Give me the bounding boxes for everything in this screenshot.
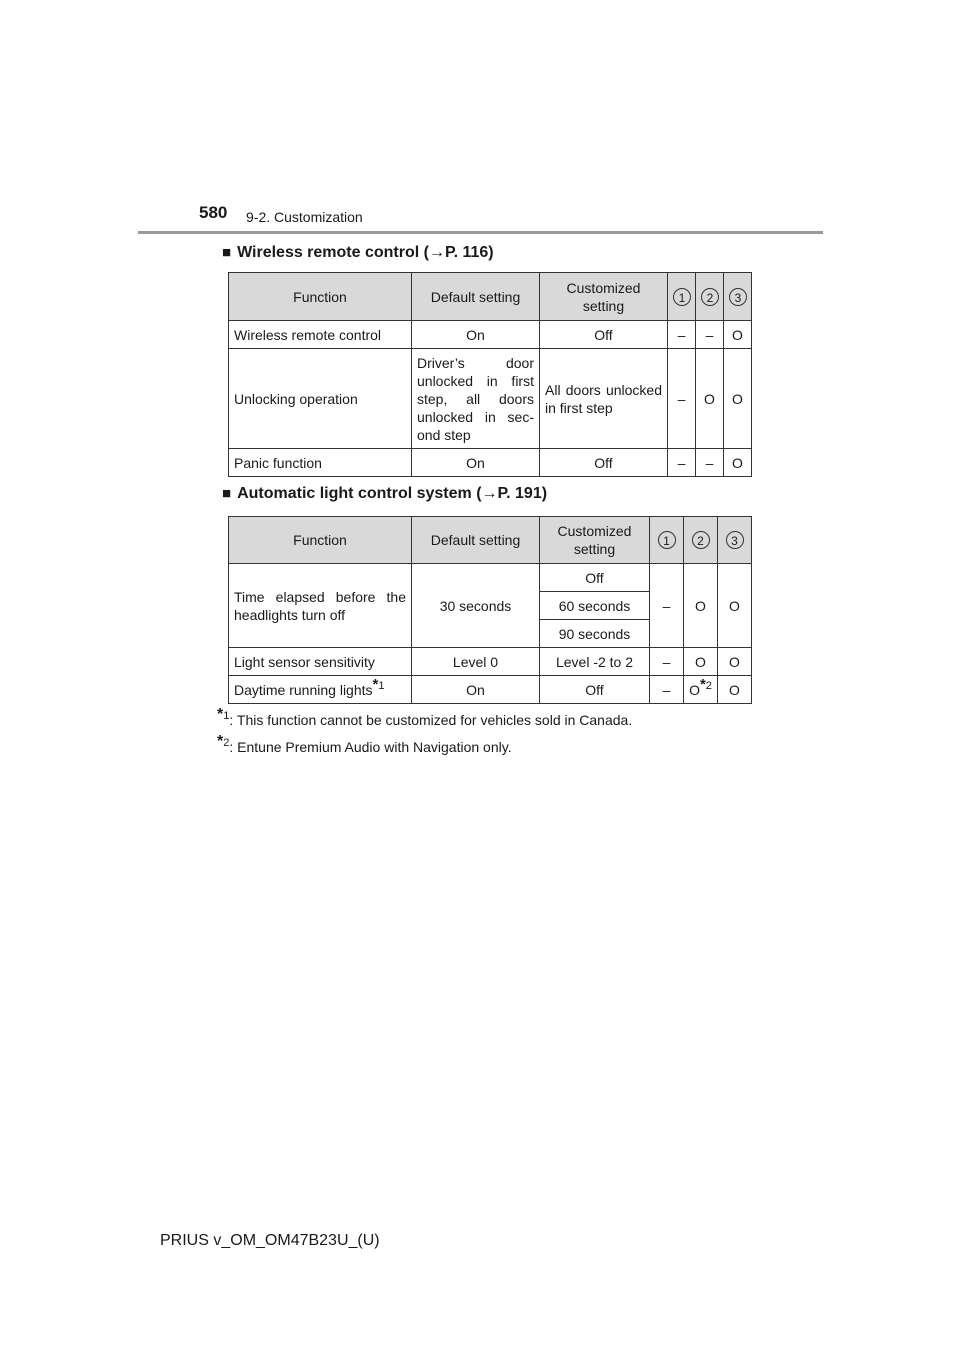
column-header-2	[696, 273, 724, 321]
document-code: PRIUS v_OM_OM47B23U_(U)	[160, 1232, 380, 1249]
mark-cell: –	[696, 449, 724, 477]
column-header-function: Function	[229, 517, 412, 564]
function-cell: Time elapsed before the headlights turn off	[229, 564, 412, 648]
circled-3-icon: 3	[729, 288, 747, 306]
footnote-ref-2: *2	[699, 675, 712, 693]
footnote-mark: *1	[217, 706, 230, 723]
column-header-3	[724, 273, 752, 321]
default-cell: On	[412, 321, 540, 349]
column-header-1	[668, 273, 696, 321]
mark-cell: –	[650, 648, 684, 676]
section-title: Automatic light control system (→P. 191)	[237, 485, 548, 502]
table-row	[229, 321, 752, 349]
circled-1-icon: 1	[658, 531, 676, 549]
function-cell: Panic function	[229, 449, 412, 477]
column-header-2	[684, 517, 718, 564]
circled-2-icon: 2	[692, 531, 710, 549]
mark-cell: O	[724, 321, 752, 349]
chapter-title: 9-2. Customization	[246, 209, 363, 225]
customized-option-cell: 90 seconds	[540, 620, 650, 648]
section-heading-automatic-light	[222, 485, 547, 503]
mark-cell: –	[650, 676, 684, 704]
footnote-mark: *2	[217, 733, 230, 750]
customized-cell: All doors unlocked in first step	[540, 349, 668, 449]
customized-cell: Level -2 to 2	[540, 648, 650, 676]
customized-cell: Off	[540, 676, 650, 704]
table-row	[229, 648, 752, 676]
function-cell: Wireless remote control	[229, 321, 412, 349]
table-row	[229, 349, 752, 449]
function-label: Daytime running lights	[234, 681, 373, 698]
mark-cell: O	[718, 564, 752, 648]
mark-value: O	[689, 681, 700, 698]
function-cell: Unlocking operation	[229, 349, 412, 449]
footnote-2	[217, 733, 512, 755]
square-bullet-icon: ■	[222, 485, 232, 502]
table-row	[229, 676, 752, 704]
footnote-ref-1: *1	[372, 675, 385, 693]
default-cell: On	[412, 676, 540, 704]
mark-cell: –	[696, 321, 724, 349]
customized-option-cell: 60 seconds	[540, 592, 650, 620]
section-title: Wireless remote control (→P. 116)	[237, 244, 494, 261]
default-cell: Driver’s door unlocked in first step, all doors unlocked in sec-ond step	[412, 349, 540, 449]
page-number: 580	[199, 203, 228, 222]
mark-cell: O	[724, 449, 752, 477]
function-cell: Light sensor sensitivity	[229, 648, 412, 676]
customized-option-cell: Off	[540, 564, 650, 592]
circled-1-icon: 1	[673, 288, 691, 306]
mark-cell: O	[684, 648, 718, 676]
mark-cell: –	[650, 564, 684, 648]
table-row	[229, 449, 752, 477]
mark-cell: O	[696, 349, 724, 449]
section-heading-wireless-remote	[222, 244, 494, 262]
mark-cell: O	[684, 564, 718, 648]
mark-cell: O	[724, 349, 752, 449]
function-cell	[229, 676, 412, 704]
default-cell: 30 seconds	[412, 564, 540, 648]
default-cell: Level 0	[412, 648, 540, 676]
column-header-3	[718, 517, 752, 564]
customized-cell: Off	[540, 449, 668, 477]
default-cell: On	[412, 449, 540, 477]
header-rule	[138, 231, 823, 234]
table-row	[229, 564, 752, 592]
mark-cell	[684, 676, 718, 704]
column-header-customized: Customized setting	[540, 273, 668, 321]
automatic-light-table	[228, 516, 752, 704]
mark-cell: –	[668, 349, 696, 449]
customized-cell: Off	[540, 321, 668, 349]
wireless-remote-table	[228, 272, 752, 477]
column-header-1	[650, 517, 684, 564]
column-header-default: Default setting	[412, 273, 540, 321]
column-header-function: Function	[229, 273, 412, 321]
footnote-text: : Entune Premium Audio with Navigation only.	[229, 739, 512, 755]
circled-2-icon: 2	[701, 288, 719, 306]
mark-cell: –	[668, 321, 696, 349]
footnote-text: : This function cannot be customized for vehicles sold in Canada.	[229, 712, 633, 728]
column-header-customized: Customized setting	[540, 517, 650, 564]
square-bullet-icon: ■	[222, 244, 232, 261]
mark-cell: –	[668, 449, 696, 477]
footnote-1	[217, 706, 633, 728]
circled-3-icon: 3	[726, 531, 744, 549]
column-header-default: Default setting	[412, 517, 540, 564]
mark-cell: O	[718, 676, 752, 704]
mark-cell: O	[718, 648, 752, 676]
